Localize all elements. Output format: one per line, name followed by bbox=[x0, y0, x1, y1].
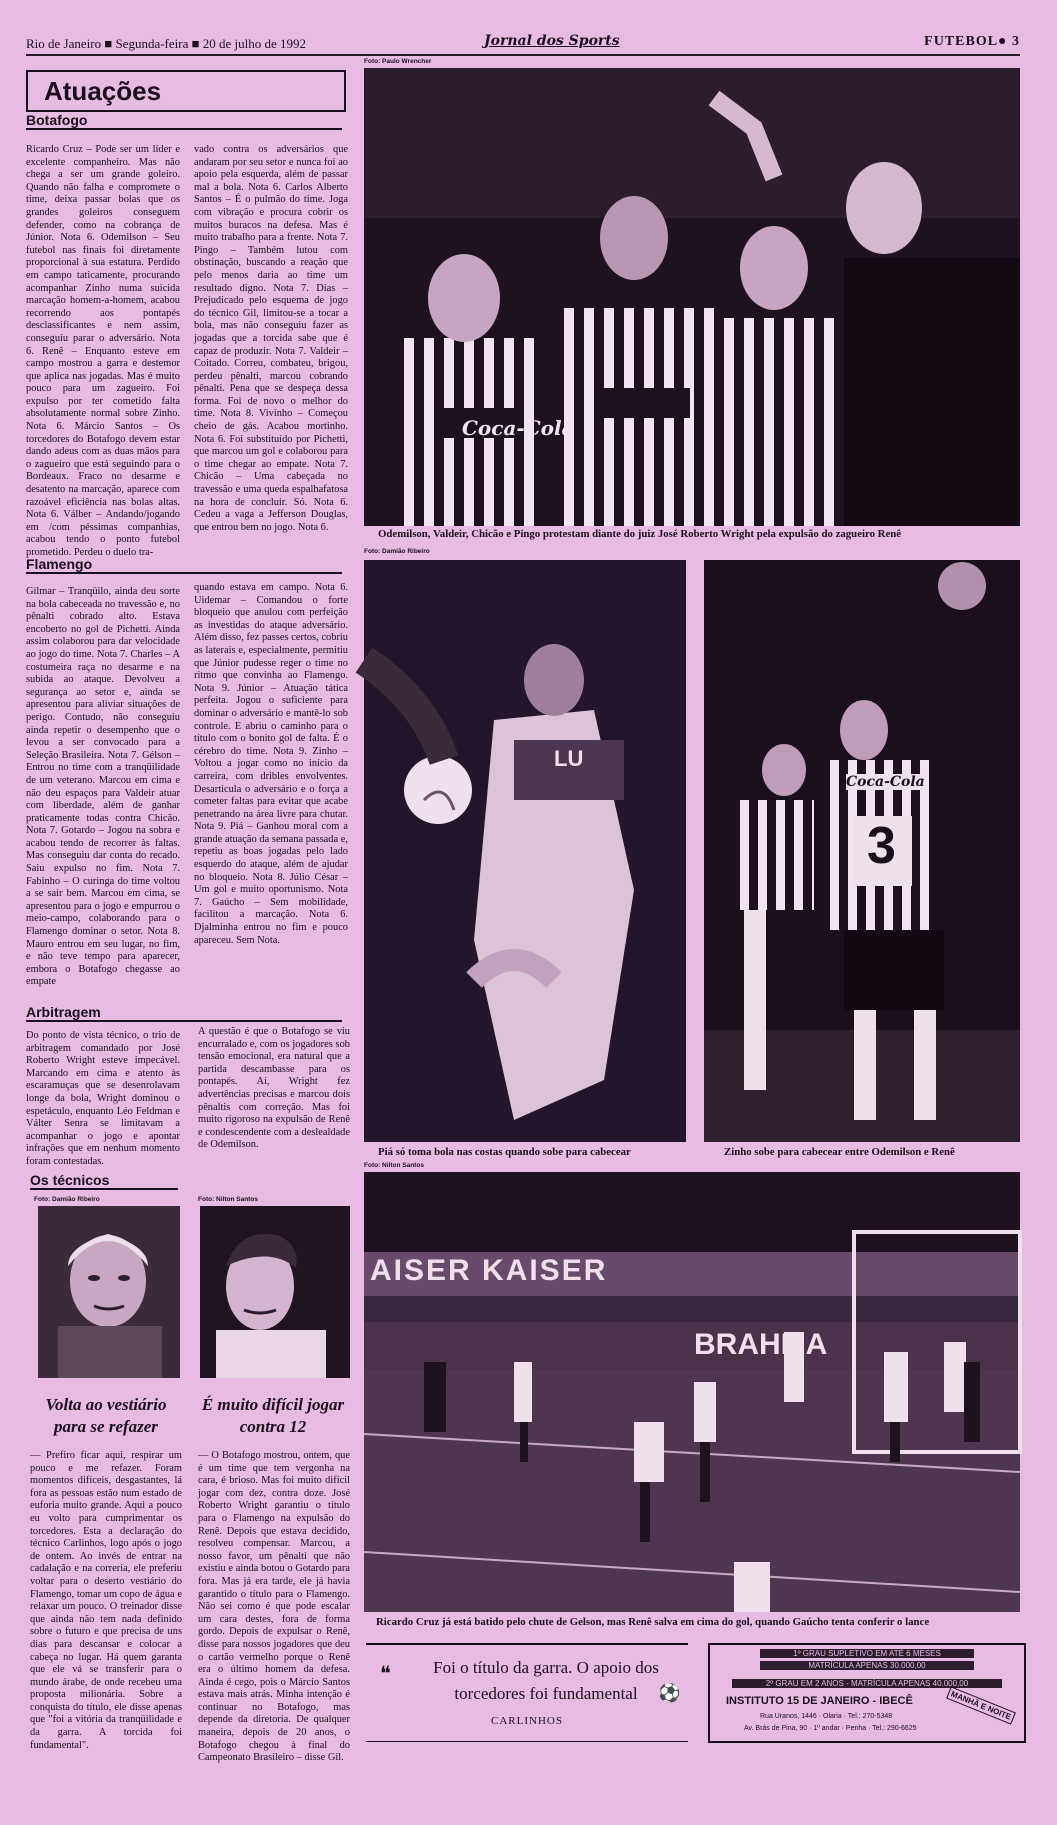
section-title-box bbox=[26, 70, 346, 112]
coach1-photo-credit: Foto: Damião Ribeiro bbox=[34, 1196, 100, 1203]
quote-mark-icon: ❝ bbox=[380, 1663, 391, 1685]
photo2-credit: Foto: Damião Ribeiro bbox=[364, 548, 430, 555]
flamengo-col2: quando estava em campo. Nota 6. Uidemar – Comandou o forte bloqueio que anulou com perfeição as investidas do ataque adversário. Além disso, fez passes certos, cobriu as laterais e, especialmente, permitiu que Júnior pudesse reger o time no ritmo que convinha ao Flamengo. Nota 9. Júnior – Atuação tática perfeita. Jogou o suficiente para dominar o adversário e mantê-lo sob controle. E abriu o caminho para o título com o bonito gol de falta. É o cérebro do time. Nota 9. Zinho – Voltou a jogar como no início da carreira, com dribles envolventes. Desarticula o adversário e o força a cometer faltas para evitar que acabe penetrando na área livre para chutar. Nota 9. Piá – Ganhou moral com a grande atuação da semana passada e, repetiu as boas jogadas pelo lado esquerdo do ataque, além de ajudar no bloqueio. Nota 8. Júlio César – Um gol e muito oportunismo. Nota 7. Gaúcho – Sem mobilidade, facilitou a marcação. Nota 6. Djalminha entrou no fim e pouco apareceu. Sem Nota. bbox=[194, 582, 348, 946]
photo4-credit: Foto: Nilton Santos bbox=[364, 1162, 424, 1169]
zinho-scene-svg bbox=[704, 560, 1020, 1142]
ad-address2: Av. Brás de Pina, 90 · 1º andar · Penha · Tel.: 290-6625 bbox=[744, 1725, 917, 1732]
quote-end-icon: ⚽ bbox=[658, 1683, 681, 1703]
coach1-text: — Prefiro ficar aqui, respirar um pouco e me refazer. Foram momentos difíceis, desgastantes, lá fora as pessoas estão num estado de euforia muito grande. Aqui a pouco eu volto para cumprimentar os torcedores. Esta a declaração do técnico Carlinhos, logo após o jogo de ontem. Ao invés de entrar na cadalação e na correria, ele preferiu voltar para o deserto vestiário do Flamengo, tomar um copo de água e relaxar um pouco. O treinador disse que ainda não tem nada definido sobre o futuro e que precisa de uns dias para descansar e colocar a cabeça no lugar. Há quem garanta que ele vá se transferir para o mundo árabe, de onde recebeu uma proposta milionária. Sobre a conquista do título, ele disse apenas que "foi a vitória da tranqüilidade e da garra. A torcida foi fundamental". bbox=[30, 1450, 182, 1751]
coach2-photo-credit: Foto: Nilton Santos bbox=[198, 1196, 258, 1203]
photo2-caption: Piá só toma bola nas costas quando sobe para cabecear bbox=[378, 1146, 631, 1158]
header-rule bbox=[26, 54, 1020, 56]
goal-banner-brahma: BRAHMA bbox=[694, 1328, 828, 1361]
photo-protest bbox=[364, 68, 1020, 526]
photo-zinho bbox=[704, 560, 1020, 1142]
botafogo-col1: Ricardo Cruz – Pode ser um líder e excelente companheiro. Mas não chega a ser um grande goleiro. Quando não falha e compromete o time, deixa passar bolas que os grandes goleiros conseguem defender, como na cobrança de Júnior. Nota 6. Odemilson – Seu futebol nas finais foi diretamente proporcional à sua estatura. Perdido em campo taticamente, procurando acompanhar Zinho numa suicida marcação homem-a-homem, acabou recorrendo aos pontapés desclassificantes e nem assim, conseguiu parar o adversário. Nota 6. Renê – Enquanto esteve em campo mostrou a garra e destemor que aplica nas jogadas. Mas é muito pouco para um zagueiro. Foi expulso por ter cometido falta absolutamente normal sobre Zinho. Nota 6. Márcio Santos – Os torcedores do Botafogo devem estar dando adeus com as duas mãos para o zagueiro que está seguindo para o Bordeaux. Fraco no desarme e desatento na marcação, aparece com razoável eficiência nas bolas altas. Nota 6. Válber – Andando/jogando em /com péssimas companhias, acabou tendo o ponto futebol prometido. Perdeu o duelo tra- bbox=[26, 144, 180, 558]
protest-scene-svg bbox=[364, 68, 1020, 526]
photo-goal bbox=[364, 1172, 1020, 1612]
goal-banner-kaiser: AISER KAISER bbox=[370, 1254, 608, 1287]
section-page: FUTEBOL● 3 bbox=[924, 34, 1020, 49]
newspaper-name: Jornal dos Sports bbox=[484, 33, 620, 49]
coach1-photo bbox=[38, 1206, 180, 1378]
advertisement-box bbox=[708, 1643, 1026, 1743]
pia-scene-svg bbox=[364, 560, 686, 1142]
section-title: Atuações bbox=[44, 76, 162, 106]
botafogo-col2: vado contra os adversários que andaram por seu setor e nunca foi ao apoio pela esquerda, além de passar mal a bola. Nota 6. Carlos Alberto Santos – É o pulmão do time. Joga com vibração e procura cobrir os muitos buracos na defesa. Mas é muito trabalho para a frente. Nota 7. Pingo – Também lutou com obstinação, buscando a reação que pelo menos daria ao time um resultado digno. Nota 7. Dias – Prejudicado pelo esquema de jogo do técnico Gil, limitou-se a tocar a bola, mas não conseguiu fazer as jogadas que a torcida sabe que é capaz de produzir. Nota 7. Valdeir – Coitado. Correu, combateu, brigou, perdeu pênalti, marcou cobrando pênalti. Pena que se despeça dessa forma. Foi de novo o melhor do time. Nota 8. Vivinho – Começou cheio de gás. Acabou mortinho. Nota 6. Foi substituído por Pichetti, que marcou um gol e colaborou para o time chegar ao empate. Nota 7. Chicão – Uma cabeçada no travessão e uma queda espalhafatosa na hora de concluir. Só. Nota 6. Cedeu a vaga a Jefferson Douglas, que entrou bem no jogo. Nota 6. bbox=[194, 144, 348, 533]
coach2-title: É muito difícil jogar contra 12 bbox=[201, 1395, 345, 1436]
coach1-title: Volta ao vestiário para se refazer bbox=[45, 1395, 167, 1436]
quote-author: CARLINHOS bbox=[491, 1715, 563, 1727]
ad-stamp: MANHÃ E NOITE bbox=[946, 1686, 1016, 1724]
quote-box bbox=[366, 1643, 688, 1742]
goal-scene-svg bbox=[364, 1172, 1020, 1612]
arbitragem-heading: Arbitragem bbox=[26, 1004, 342, 1022]
ad-line1: 1º GRAU SUPLETIVO EM ATÉ 6 MESES bbox=[760, 1649, 974, 1658]
ad-line2: MATRÍCULA APENAS 30.000,00 bbox=[760, 1661, 974, 1670]
botafogo-heading: Botafogo bbox=[26, 112, 342, 130]
coach2-text: — O Botafogo mostrou, ontem, que é um time que tem vergonha na cara, é brioso. Mas foi muito difícil jogar com dez, contra doze. José Roberto Wright garantiu o título para o Flamengo na expulsão do Renê. Depois que estava decidido, resolveu compensar. Marcou, a nosso favor, um pênalti que não existiu e ainda botou o Gotardo para fora. Mas já era tarde, ele já havia garantido o título para o Flamengo. Não sei como é que pode escalar um cara destes, fora de forma gordo. Depois de expulsar o Renê, disse para nossos jogadores que deu o cartão vermelho porque o Renê era o último homem da defesa. Ainda é cego, pois o Márcio Santos estava mais atrás. Minha intenção é continuar no Botafogo, mas depende da diretoria. De qualquer maneira, depois de 20 anos, o Botafogo chegou à final do Campeonato Brasileiro – disse Gil. bbox=[198, 1450, 350, 1764]
zinho-shirt-text: Coca-Cola bbox=[846, 774, 925, 790]
protest-shirt-text: Coca-Cola bbox=[462, 416, 575, 440]
header-date: Rio de Janeiro ■ Segunda-feira ■ 20 de julho de 1992 bbox=[26, 36, 306, 51]
photo3-caption: Zinho sobe para cabecear entre Odemilson e Renê bbox=[724, 1146, 955, 1158]
page-header bbox=[26, 32, 1020, 54]
flamengo-heading: Flamengo bbox=[26, 556, 342, 574]
pia-shirt-text: LU bbox=[554, 746, 584, 771]
coach2-portrait-svg bbox=[200, 1206, 350, 1378]
ad-line3: 2º GRAU EM 2 ANOS - MATRÍCULA APENAS 40.000,00 bbox=[732, 1679, 1002, 1688]
coach1-portrait-svg bbox=[38, 1206, 180, 1378]
coach2-photo bbox=[200, 1206, 350, 1378]
flamengo-col1: Gilmar – Tranqüilo, ainda deu sorte na bola cabeceada no travessão e, no pênalti cobrado alto. Estava encoberto no gol de Pichetti. Ainda assim colaborou para dar velocidade ao jogo do time. Nota 7. Charles – A costumeira raça no desarme e na subida ao ataque. Devolveu a segurança ao setor e, ainda se apresentou para aliviar situações de perigo. Contudo, não conseguiu ainda repetir o desempenho que o levou a ser convocado para a Seleção Brasileira. Nota 7. Gélson – Entrou no time com a tranqüilidade de um veterano. Marcou em cima e não deu espaços para Valdeir atuar com liberdade, além de ganhar praticamente todas contra Chicão. Nota 7. Gotardo – Jogou na sobra e acabou tendo de recorrer às faltas. Mas conseguiu dar conta do recado. Saiu expulso no fim. Nota 7. Fabinho – O curinga do time voltou a se sair bem. Marcou em cima, se apresentou para o jogo e empurrou o meio-campo, colaborando para o Flamengo dominar o setor. Nota 8. Mauro entrou em seu lugar, no fim, e não teve tempo para aparecer, embora o Botafogo chegasse ao empate bbox=[26, 586, 180, 988]
photo4-caption: Ricardo Cruz já está batido pelo chute de Gelson, mas Renê salva em cima do gol, quando Gaúcho tenta conferir o lance bbox=[376, 1616, 930, 1628]
photo1-credit: Foto: Paulo Wrencher bbox=[364, 58, 432, 65]
quote-text: Foi o título da garra. O apoio dos torcedores foi fundamental bbox=[433, 1658, 659, 1703]
tecnicos-heading: Os técnicos bbox=[30, 1172, 178, 1190]
arbitragem-col1: Do ponto de vista técnico, o trio de arbitragem comandado por José Roberto Wright esteve impecável. Marcando em cima e atento às escaramuças que se desenrolavam longe da bola, Wright dominou o espetáculo, enquanto Léo Feldman e Válter Senra se limitavam a acompanhar o jogo e apontar infrações que em nenhum momento foram contestadas. bbox=[26, 1030, 180, 1167]
arbitragem-col2: A questão é que o Botafogo se viu encurralado e, com os jogadores sob tensão emocional, era natural que a partida descambasse para os pontapés. Aí, Wright fez advertências precisas e marcou dois pênaltis com correção. Mas foi muito rigoroso na expulsão de Renê e condescendente com a deslealdade de Odemilson. bbox=[198, 1026, 350, 1151]
photo1-caption: Odemilson, Valdeir, Chicão e Pingo protestam diante do juiz José Roberto Wright pela expulsão do zagueiro Renê bbox=[378, 528, 902, 540]
ad-institute-name: INSTITUTO 15 DE JANEIRO - IBECÊ bbox=[726, 1695, 913, 1707]
ad-address1: Rua Uranos, 1446 · Olaria · Tel.: 270-5348 bbox=[760, 1713, 893, 1720]
photo-pia bbox=[364, 560, 686, 1142]
zinho-shirt-number: 3 bbox=[867, 817, 896, 875]
